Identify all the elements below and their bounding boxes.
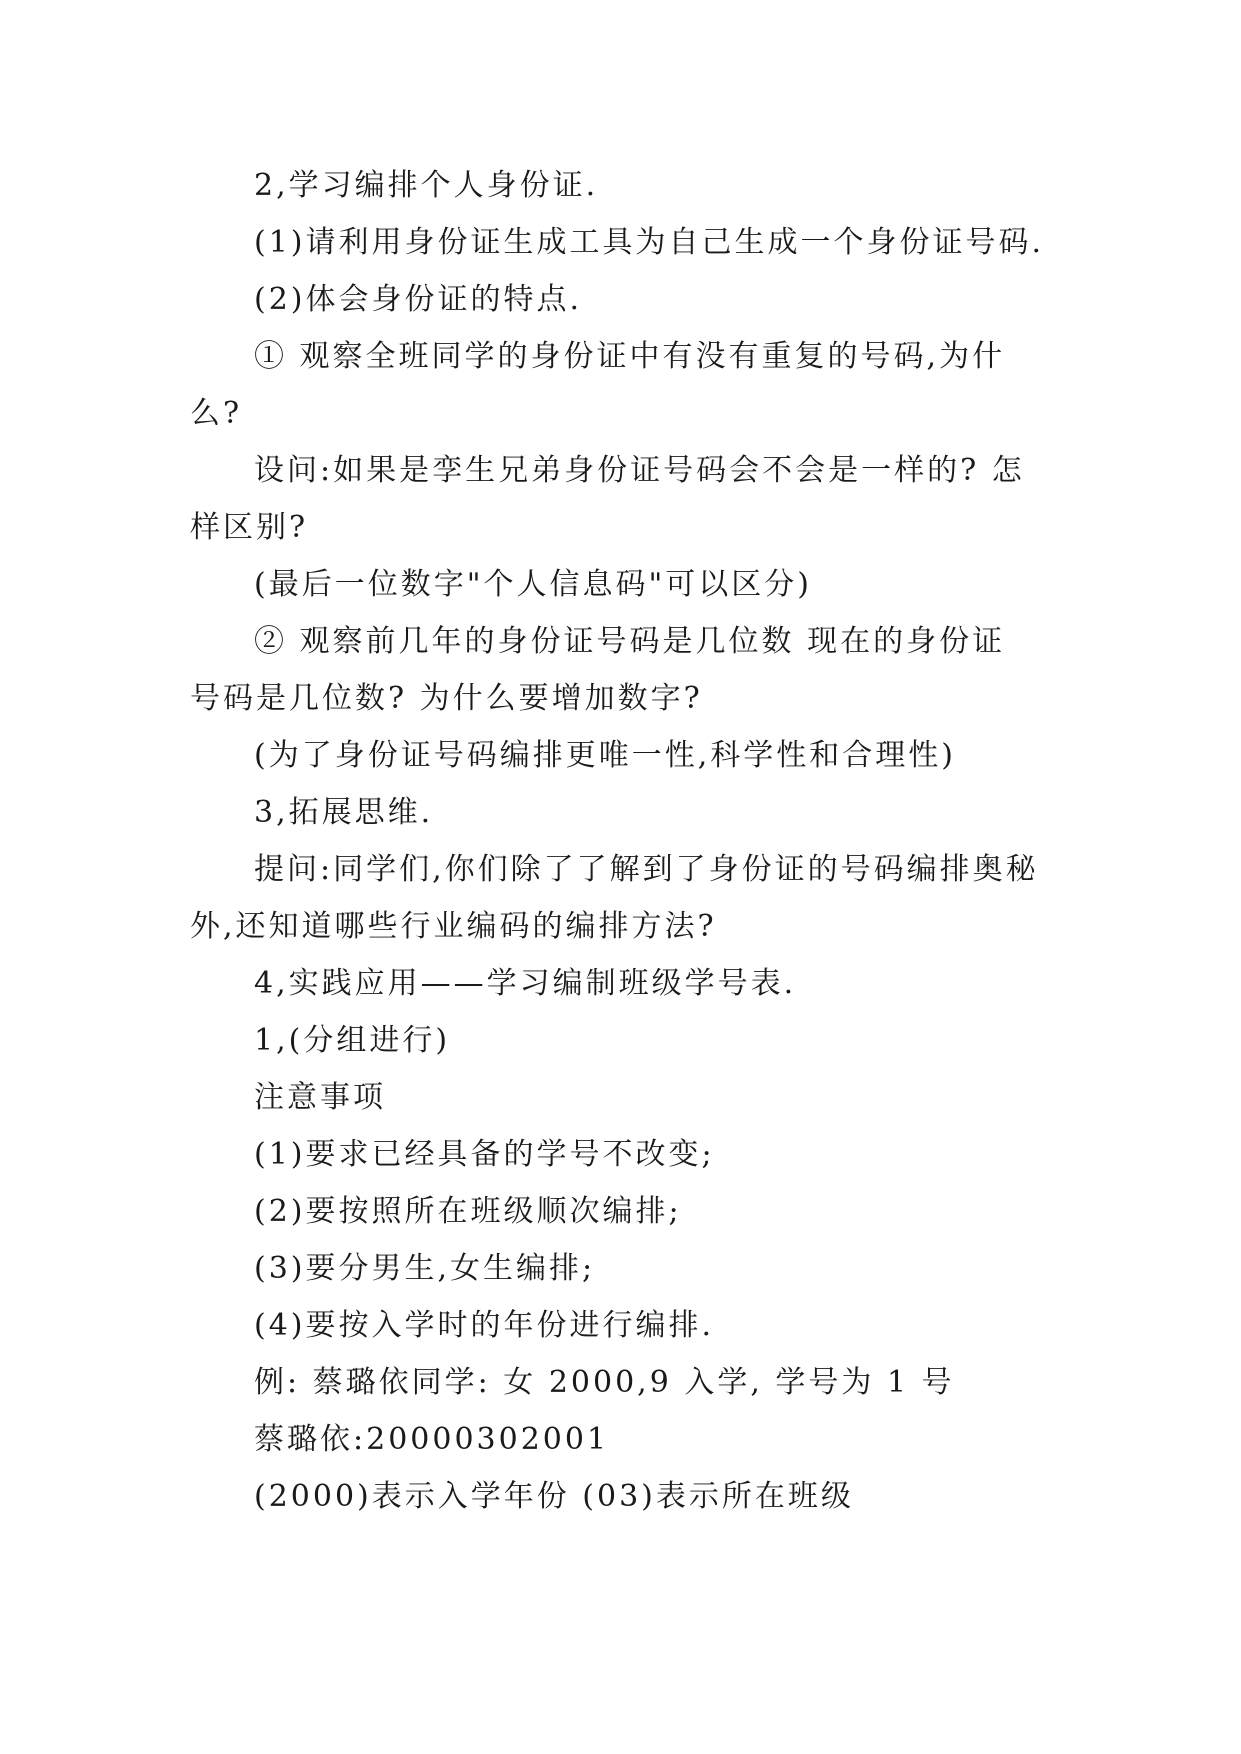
paragraph-observe-digits-cont: 号码是几位数? 为什么要增加数字? [190,681,703,716]
paragraph-question-industry: 提问:同学们,你们除了了解到了身份证的号码编排奥秘 [254,852,1039,887]
paragraph-question-industry-cont: 外,还知道哪些行业编码的编排方法? [190,909,717,944]
paragraph-question-twins-cont: 样区别? [190,510,309,545]
paragraph-generate-id: (1)请利用身份证生成工具为自己生成一个身份证号码. [254,225,1045,260]
paragraph-observe-duplicate-cont: 么? [190,396,243,431]
note-item-2: (2)要按照所在班级顺次编排; [254,1194,682,1229]
section-heading-practice: 4,实践应用——学习编制班级学号表. [254,966,797,1001]
paragraph-observe-duplicate: ① 观察全班同学的身份证中有没有重复的号码,为什 [254,339,1006,374]
paragraph-answer-uniqueness: (为了身份证号码编排更唯一性,科学性和合理性) [254,738,956,773]
paragraph-example: 例: 蔡璐依同学: 女 2000,9 入学, 学号为 1 号 [254,1365,955,1400]
paragraph-example-number: 蔡璐依:20000302001 [254,1422,610,1457]
subheading-notes: 注意事项 [254,1080,386,1115]
paragraph-observe-digits: ② 观察前几年的身份证号码是几位数 现在的身份证 [254,624,1006,659]
note-item-4: (4)要按入学时的年份进行编排. [254,1308,715,1343]
section-heading-id-card: 2,学习编排个人身份证. [254,168,599,203]
paragraph-id-features: (2)体会身份证的特点. [254,282,583,317]
paragraph-question-twins: 设问:如果是孪生兄弟身份证号码会不会是一样的? 怎 [254,453,1025,488]
note-item-3: (3)要分男生,女生编排; [254,1251,596,1286]
paragraph-example-explain: (2000)表示入学年份 (03)表示所在班级 [254,1479,854,1514]
note-item-1: (1)要求已经具备的学号不改变; [254,1137,715,1172]
paragraph-group-work: 1,(分组进行) [254,1023,451,1058]
section-heading-extend: 3,拓展思维. [254,795,434,830]
paragraph-answer-last-digit: (最后一位数字"个人信息码"可以区分) [254,567,813,602]
